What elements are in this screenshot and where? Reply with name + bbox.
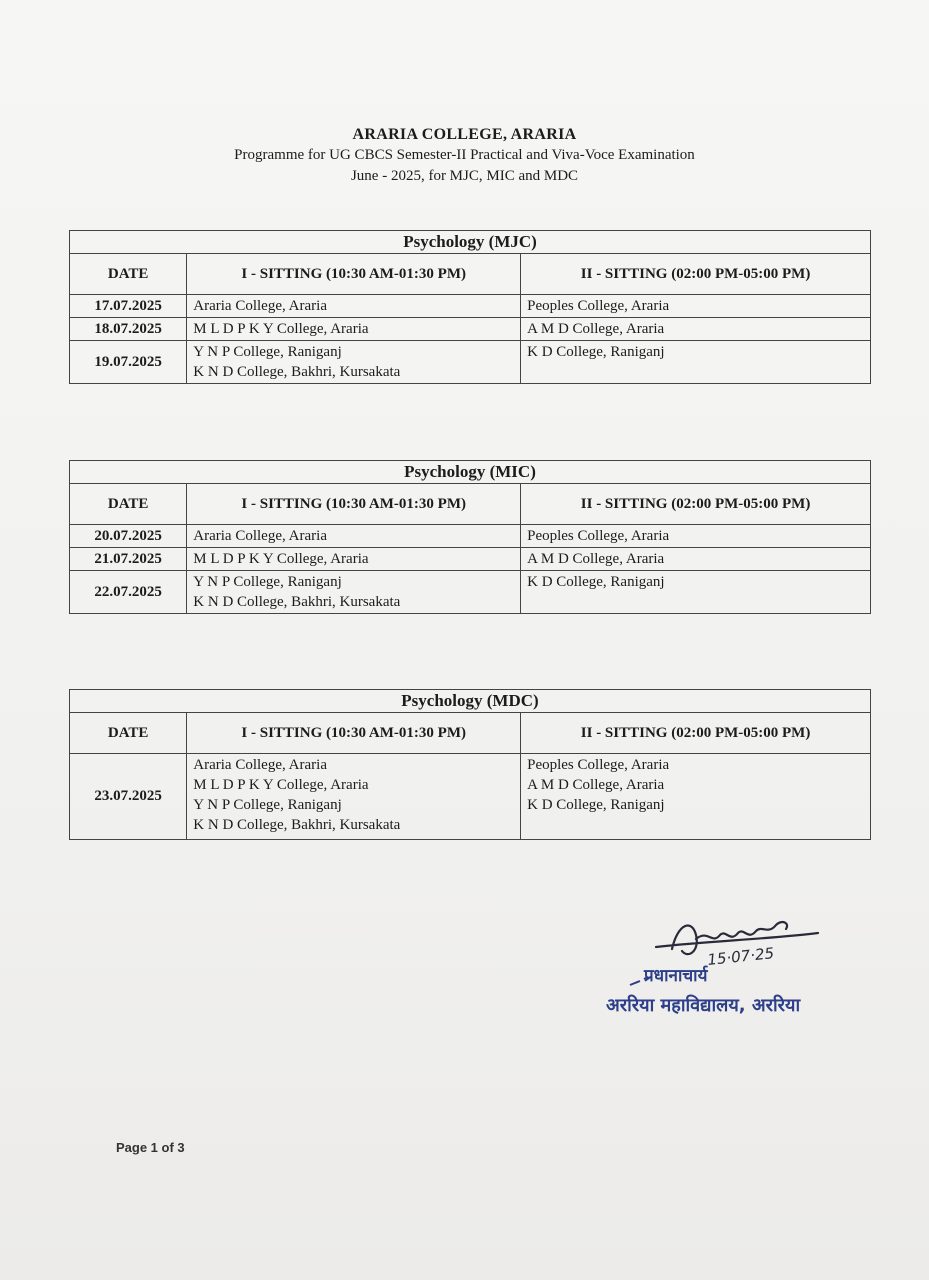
college-entry: K N D College, Bakhri, Kursakata: [193, 817, 401, 833]
sitting2-colleges: [521, 525, 871, 548]
sitting1-colleges: [187, 754, 521, 840]
college-entry: Y N P College, Raniganj: [193, 797, 342, 813]
col-header-sitting2: II - SITTING (02:00 PM-05:00 PM): [521, 254, 871, 295]
sitting2-colleges: [521, 754, 871, 840]
college-entry: M L D P K Y College, Araria: [193, 321, 369, 337]
sitting1-colleges: [187, 341, 521, 384]
sitting1-colleges: [187, 525, 521, 548]
table-row: [70, 525, 871, 548]
table-row: [70, 548, 871, 571]
col-header-sitting1: I - SITTING (10:30 AM-01:30 PM): [187, 484, 521, 525]
sitting1-colleges: [187, 295, 521, 318]
schedule-table-mdc: [69, 689, 871, 840]
sitting1-colleges: [187, 318, 521, 341]
table-row: [70, 341, 871, 384]
row-date: 17.07.2025: [70, 295, 187, 318]
institution-stamp: अररिया महाविद्यालय, अररिया: [606, 995, 801, 1016]
table-title: Psychology (MDC): [70, 690, 871, 713]
principal-designation: प्रधानाचार्य: [644, 966, 708, 986]
sitting2-colleges: [521, 295, 871, 318]
table-row: [70, 754, 871, 840]
sitting2-colleges: [521, 341, 871, 384]
college-entry: M L D P K Y College, Araria: [193, 551, 369, 567]
college-entry: Y N P College, Raniganj: [193, 344, 342, 360]
college-entry: M L D P K Y College, Araria: [193, 777, 369, 793]
sitting2-colleges: [521, 318, 871, 341]
college-entry: K D College, Raniganj: [527, 574, 665, 590]
col-header-date: DATE: [70, 713, 187, 754]
college-entry: Araria College, Araria: [193, 298, 327, 314]
college-entry: Araria College, Araria: [193, 757, 327, 773]
college-entry: K D College, Raniganj: [527, 797, 665, 813]
row-date: 22.07.2025: [70, 571, 187, 614]
college-entry: A M D College, Araria: [527, 321, 665, 337]
programme-title: Programme for UG CBCS Semester-II Practical and Viva-Voce Examination: [234, 147, 695, 163]
table-title: Psychology (MIC): [70, 461, 871, 484]
row-date: 19.07.2025: [70, 341, 187, 384]
sitting2-colleges: [521, 571, 871, 614]
sitting2-colleges: [521, 548, 871, 571]
college-entry: Peoples College, Araria: [527, 298, 670, 314]
college-entry: Peoples College, Araria: [527, 528, 670, 544]
table-row: [70, 318, 871, 341]
table-title: Psychology (MJC): [70, 231, 871, 254]
page-number: Page 1 of 3: [116, 1140, 185, 1155]
col-header-sitting2: II - SITTING (02:00 PM-05:00 PM): [521, 713, 871, 754]
college-entry: Peoples College, Araria: [527, 757, 670, 773]
college-entry: K N D College, Bakhri, Kursakata: [193, 364, 401, 380]
college-name: ARARIA COLLEGE, ARARIA: [352, 126, 577, 143]
table-row: [70, 295, 871, 318]
college-entry: K N D College, Bakhri, Kursakata: [193, 594, 401, 610]
col-header-sitting2: II - SITTING (02:00 PM-05:00 PM): [521, 484, 871, 525]
row-date: 23.07.2025: [70, 754, 187, 840]
sitting1-colleges: [187, 571, 521, 614]
college-entry: Araria College, Araria: [193, 528, 327, 544]
schedule-table-mjc: [69, 230, 871, 384]
row-date: 21.07.2025: [70, 548, 187, 571]
signature-date: 15·07·25: [706, 944, 775, 969]
programme-session: June - 2025, for MJC, MIC and MDC: [350, 168, 579, 184]
row-date: 20.07.2025: [70, 525, 187, 548]
col-header-date: DATE: [70, 484, 187, 525]
col-header-sitting1: I - SITTING (10:30 AM-01:30 PM): [187, 713, 521, 754]
college-entry: Y N P College, Raniganj: [193, 574, 342, 590]
col-header-sitting1: I - SITTING (10:30 AM-01:30 PM): [187, 254, 521, 295]
schedule-table-mic: [69, 460, 871, 614]
document-header: [0, 124, 929, 187]
table-row: [70, 571, 871, 614]
college-entry: A M D College, Araria: [527, 777, 665, 793]
college-entry: K D College, Raniganj: [527, 344, 665, 360]
col-header-date: DATE: [70, 254, 187, 295]
row-date: 18.07.2025: [70, 318, 187, 341]
college-entry: A M D College, Araria: [527, 551, 665, 567]
sitting1-colleges: [187, 548, 521, 571]
